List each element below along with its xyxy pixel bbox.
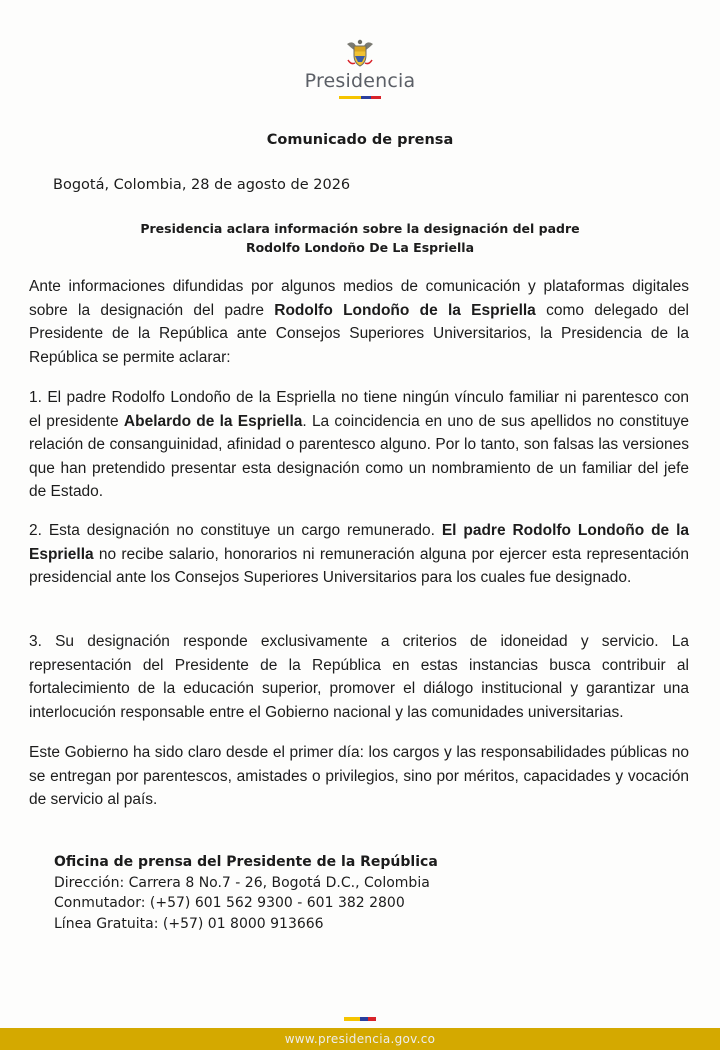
paragraph-point-3 [29, 630, 689, 724]
office-name: Oficina de prensa del Presidente de la República [54, 854, 438, 870]
presidencia-logo [0, 38, 720, 99]
toll-free-line: Línea Gratuita: (+57) 01 8000 913666 [54, 915, 324, 932]
text-run: 2. Esta designación no constituye un cargo remunerado. [29, 522, 442, 539]
paragraph-point-2 [29, 519, 689, 590]
text-run: Ante informaciones difundidas por algunos medios de comunicación y plataformas digitales sobre la designación del padre [29, 278, 689, 319]
paragraph-point-1 [29, 386, 689, 504]
bold-name-run: El padre Rodolfo Londoño de la Espriella [29, 522, 689, 563]
footer-stripe-red [368, 1017, 376, 1021]
text-run: 3. Su designación responde exclusivamente a criterios de idoneidad y servicio. La representación del Presidente de la República en estas instancias busca contribuir al fortalecimiento de la educación superior, promover el diálogo institucional y garantizar una interlocución responsable entre el Gobierno nacional y las comunidades universitarias. [29, 633, 689, 721]
footer-flag-stripe [0, 1017, 720, 1021]
flag-stripe-blue [361, 96, 371, 99]
text-run: no recibe salario, honorarios ni remuneración alguna por ejercer esta representación presidencial ante los Consejos Superiores Universitarios para los cuales fue designado. [29, 545, 689, 587]
contact-block [54, 852, 438, 934]
text-run: 1. El padre Rodolfo Londoño de la Espriella no tiene ningún vínculo familiar ni parentesco con el presidente [29, 389, 689, 430]
address: Dirección: Carrera 8 No.7 - 26, Bogotá D.C., Colombia [54, 874, 430, 891]
headline [0, 219, 720, 257]
bold-name-run: Abelardo de la Espriella [123, 412, 303, 430]
footer-band [0, 1028, 720, 1050]
logo-text: Presidencia [304, 70, 416, 92]
flag-stripe-yellow [339, 96, 361, 99]
headline-line-2: Rodolfo Londoño De La Espriella [245, 240, 475, 255]
text-run: Este Gobierno ha sido claro desde el primer día: los cargos y las responsabilidades públicas no se entregan por parentescos, amistades o privilegios, sino por méritos, capacidades y vocación de servicio al país. [29, 744, 689, 809]
text-run: . La coincidencia en uno de sus apellidos no constituye relación de consanguinidad, afinidad o parentesco alguno. Por lo tanto, son falsas las versiones que han pretendido presentar esta designación como un nombramiento de un familiar del jefe de Estado. [29, 412, 689, 501]
footer-stripe-yellow [344, 1017, 360, 1021]
footer-url: www.presidencia.gov.co [284, 1032, 436, 1046]
coat-of-arms-icon [345, 38, 375, 68]
flag-stripe [339, 96, 381, 99]
switchboard: Conmutador: (+57) 601 562 9300 - 601 382 2800 [54, 895, 405, 911]
paragraph-intro [29, 275, 689, 369]
headline-line-1: Presidencia aclara información sobre la designación del padre [140, 221, 580, 236]
document-type: Comunicado de prensa [266, 132, 454, 148]
bold-name-run: Rodolfo Londoño de la Espriella [274, 301, 536, 319]
paragraph-closing [29, 741, 689, 812]
footer-stripe-blue [360, 1017, 368, 1021]
flag-stripe-red [371, 96, 381, 99]
text-run: como delegado del Presidente de la República ante Consejos Superiores Universitarios, la Presidencia de la República se permite aclarar: [29, 301, 690, 366]
place-date: Bogotá, Colombia, 28 de agosto de 2026 [53, 177, 351, 193]
